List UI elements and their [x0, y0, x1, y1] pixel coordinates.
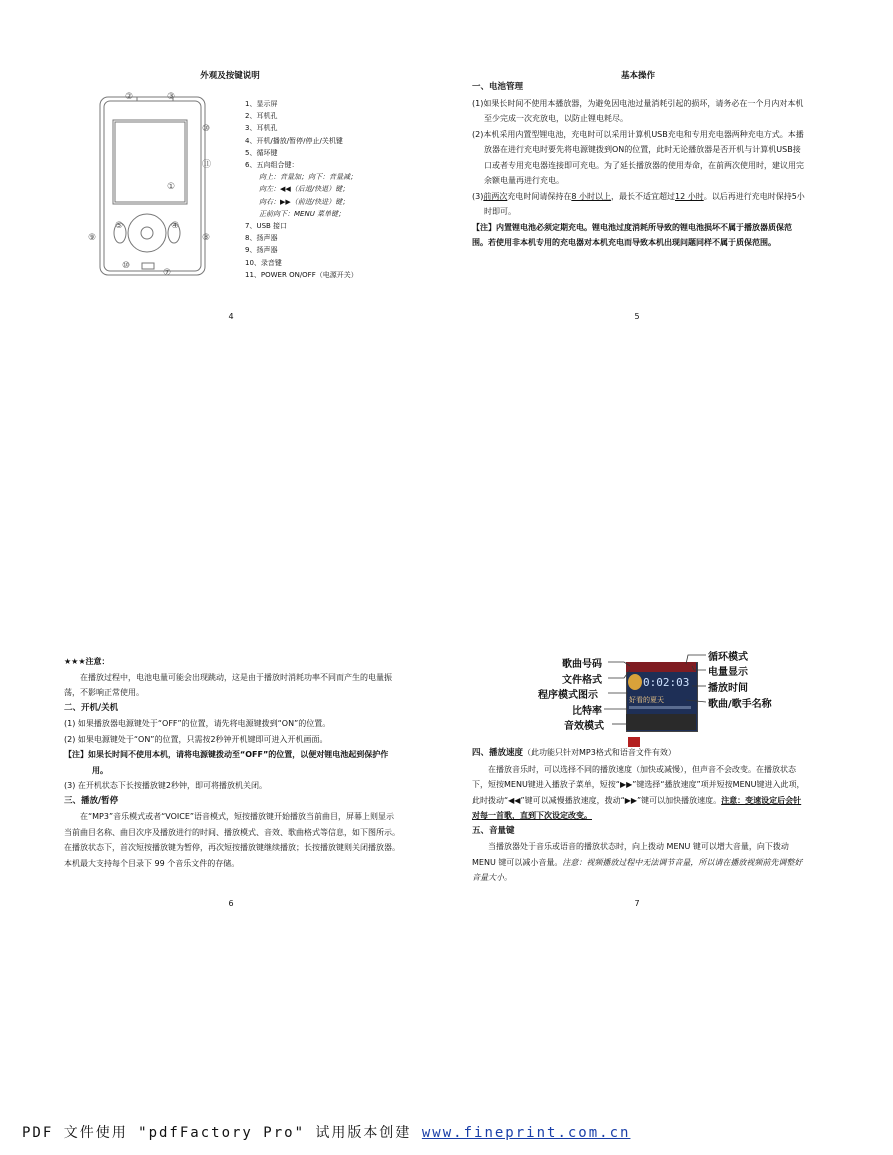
key-subitem: 向左：◀◀（后退/快退）键；	[259, 185, 350, 194]
footer-text: PDF 文件使用 "pdfFactory Pro" 试用版本创建	[22, 1125, 412, 1141]
paragraph: (1)如果长时间不使用本播放器，为避免因电池过量消耗引起的损坏，请务必在一个月内对本机至少完成一次充放电，以防止锂电耗尽。	[472, 98, 804, 123]
section-heading: 五、音量键	[472, 825, 515, 836]
label-eq-mode: 音效模式	[564, 721, 604, 732]
key-item: 7、USB 接口	[245, 222, 288, 231]
callout-lines	[536, 648, 786, 748]
key-item: 5、循环键	[245, 148, 278, 157]
callout-3: ③	[167, 92, 176, 102]
warning-title: ★★★注意：	[64, 657, 110, 666]
device-diagram	[85, 85, 225, 285]
callout-9: ⑨	[88, 233, 97, 243]
key-item: 11、POWER ON/OFF（电源开关）	[245, 270, 358, 279]
key-item: 1、显示屏	[245, 100, 278, 108]
section-heading: 二、开机/关机	[64, 702, 119, 713]
page5-body	[472, 80, 806, 251]
key-subitem: 向右：▶▶（前进/快进）键；	[259, 197, 350, 206]
page6-number: 6	[228, 899, 234, 908]
five-way-key	[128, 214, 166, 252]
list-item: (2) 如果电源键处于“ON”的位置，只需按2秒钟开机键即可进入开机画面。	[64, 734, 328, 744]
key-subitem: 向上：音量加；向下：音量减；	[259, 173, 357, 182]
label-file-format: 文件格式	[562, 675, 602, 686]
note: 【注】内置锂电池必须定期充电。锂电池过度消耗所导致的锂电池损坏不属于播放器质保范围。若使用非本机专用的充电器对本机充电而导致本机出现问题同样不属于质保范围。	[472, 222, 792, 247]
key-item: 2、耳机孔	[245, 112, 278, 121]
screen-time: 0:02:03	[643, 676, 690, 689]
label-loop-mode: 循环模式	[708, 652, 748, 663]
callout-1: ①	[167, 182, 176, 192]
paragraph: 在播放音乐时，可以选择不同的播放速度（加快或减慢），但声音不会改变。在播放状态下，短按MENU键进入播放子菜单，短按“▶▶”键选择“播放速度”项并短按MENU键进入此项，此时拨动“◀◀”键可以减慢播放速度，拨动“▶▶”键可以加快播放速度。注意：变速设定后会针对每一首歌，直到下次设定改变。	[472, 764, 805, 820]
list-item: (3) 在开机状态下长按播放键2秒钟，即可将播放机关闭。	[64, 781, 267, 790]
key-item: 4、开机/播放/暂停/停止/关机键	[245, 136, 343, 145]
list-item: (1) 如果播放器电源键处于“OFF”的位置，请先将电源键拨到“ON”的位置。	[64, 719, 331, 728]
label-song-number: 歌曲号码	[562, 659, 602, 670]
callout-11: ⑪	[202, 160, 212, 170]
paragraph: (3)前两次充电时间请保持在8 小时以上，最长不适宜超过12 小时。以后再进行充电时保持5小时即可。	[472, 191, 805, 216]
page7-number: 7	[634, 899, 640, 908]
key-item: 10、录音键	[245, 258, 282, 267]
label-battery: 电量显示	[708, 667, 748, 678]
key-item: 6、五向组合键：	[245, 161, 299, 170]
screen-diagram	[536, 648, 786, 748]
key-item: 9、扬声器	[245, 246, 278, 255]
key-subitem: 正前向下：MENU 菜单键；	[259, 209, 346, 218]
callout-2: ②	[125, 92, 134, 102]
callout-8: ⑧	[202, 233, 211, 243]
paragraph: 在“MP3”音乐模式或者“VOICE”语音模式，短按播放键开始播放当前曲目，屏幕上则显示当前曲目名称、曲目次序及播放进行的时间、播放模式、音效、歌曲格式等信息，如下图所示。在播放状态下，首次短按播放键为暂停，再次短按播放键继续播放；长按播放键则关闭播放器。本机最大支持每个目录下 99 个音乐文件的存储。	[64, 812, 400, 868]
label-play-time: 播放时间	[708, 683, 748, 694]
paragraph: (2)本机采用内置型锂电池，充电时可以采用计算机USB充电和专用充电器两种充电方式。本播放器在进行充电时要先将电源键拨到ON的位置，此时无论播放器是否开机与计算机USB接口或者专用充电器连接即可充电。为了延长播放器的使用寿命，在前两次使用时，建议用完余额电量再进行充电。	[472, 129, 804, 185]
callout-10a: ⑩	[202, 124, 211, 134]
callout-7: ⑦	[163, 268, 172, 278]
note: 【注】如果长时间不使用本机，请将电源键拨动至“OFF”的位置，以便对锂电池起到保护作用。	[64, 750, 389, 775]
key-item: 3、耳机孔	[245, 124, 278, 133]
paragraph: 在播放过程中，电池电量可能会出现跳动，这是由于播放时消耗功率不同而产生的电量振荡，不影响正常使用。	[64, 672, 392, 697]
label-song-artist: 歌曲/歌手名称	[708, 699, 772, 710]
section-heading: 一、电池管理	[472, 82, 524, 92]
callout-4: ④	[171, 221, 180, 231]
page4-number: 4	[228, 312, 234, 321]
device-body	[100, 97, 205, 275]
section-heading: 三、播放/暂停	[64, 795, 119, 806]
page5-number: 5	[634, 312, 640, 321]
page7-body	[472, 745, 806, 886]
pdf-footer	[22, 1122, 630, 1142]
label-program-mode: 程序模式图示	[538, 690, 598, 701]
paragraph: 当播放器处于音乐或语音的播放状态时，向上拨动 MENU 键可以增大音量，向下拨动 MENU 键可以减小音量。注意：视频播放过程中无法调节音量，所以请在播放视频前先调整好音量大小。	[472, 842, 803, 882]
callout-5: ⑤	[115, 221, 124, 231]
page4-title: 外观及按键说明	[200, 71, 260, 81]
page5-title: 基本操作	[620, 71, 655, 81]
callout-10b: ⑩	[122, 261, 131, 271]
footer-link[interactable]: www.fineprint.com.cn	[421, 1125, 631, 1141]
key-item: 8、扬声器	[245, 234, 278, 243]
section-heading: 四、播放速度（此功能只针对MP3格式和语音文件有效）	[472, 748, 676, 758]
page6-body	[64, 654, 400, 871]
key-list	[245, 98, 358, 281]
label-bitrate: 比特率	[572, 706, 602, 717]
screen-song: 好看的夏天	[629, 696, 664, 704]
